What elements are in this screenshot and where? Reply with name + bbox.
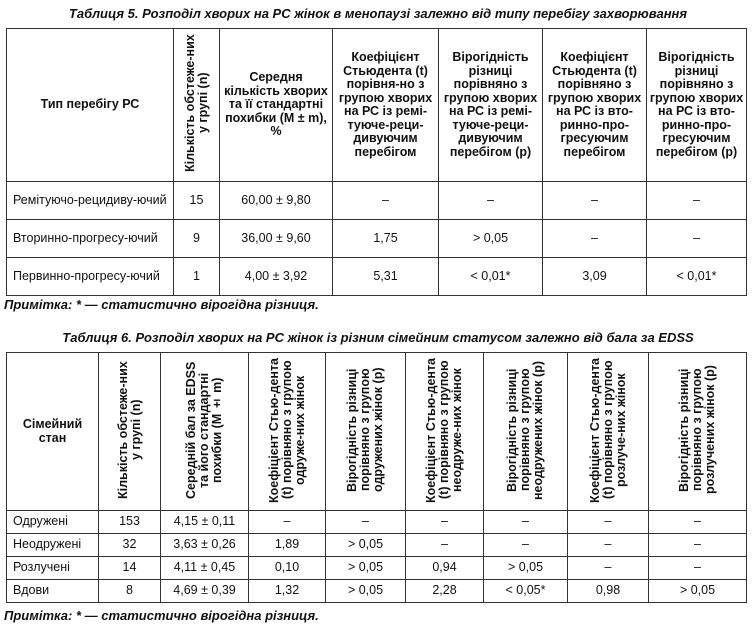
t5-header-mean: Середня кількість хворих та її стандартні похибки (M ± m), %	[220, 29, 333, 182]
table-row	[7, 220, 747, 258]
t6-cell: > 0,05	[484, 557, 568, 580]
t6-cell: > 0,05	[326, 534, 406, 557]
t6-cell: –	[484, 511, 568, 534]
t5-header-type: Тип перебігу РС	[7, 29, 174, 182]
table-row	[7, 580, 747, 603]
t6-cell: > 0,05	[326, 557, 406, 580]
t6-cell: 4,11 ± 0,45	[161, 557, 249, 580]
t6-cell: 0,94	[406, 557, 484, 580]
t5-cell: –	[647, 182, 747, 220]
t5-cell: < 0,01*	[647, 258, 747, 296]
t6-cell: –	[649, 534, 747, 557]
t5-cell: 3,09	[543, 258, 647, 296]
t6-cell: –	[249, 511, 326, 534]
t5-cell: –	[543, 182, 647, 220]
t6-cell: Вдови	[7, 580, 99, 603]
t5-cell: Ремітуючо-рецидиву-ючий	[7, 182, 174, 220]
t5-cell: 60,00 ± 9,80	[220, 182, 333, 220]
t6-cell: –	[568, 511, 649, 534]
table-row	[7, 511, 747, 534]
t6-cell: Розлучені	[7, 557, 99, 580]
t6-cell: 0,98	[568, 580, 649, 603]
t5-cell: Вторинно-прогресу-ючий	[7, 220, 174, 258]
t6-header-t-divorced: Коефіцієнт Стью-дента (t) порівняно з групою розлуче-них жінок	[568, 353, 649, 511]
t6-header-status: Сімейний стан	[7, 353, 99, 511]
t6-header-mean: Середній бал за EDSS та його стандартні похибки (M ± m)	[161, 353, 249, 511]
t6-cell: 2,28	[406, 580, 484, 603]
t5-cell: 4,00 ± 3,92	[220, 258, 333, 296]
t6-cell: < 0,05*	[484, 580, 568, 603]
t6-cell: Неодружені	[7, 534, 99, 557]
table6-note: Примітка: * — статистично вірогідна різниця.	[4, 608, 319, 623]
t5-cell: 15	[174, 182, 220, 220]
t6-cell: –	[568, 534, 649, 557]
t5-cell: Первинно-прогресу-ючий	[7, 258, 174, 296]
t6-cell: –	[649, 557, 747, 580]
table5	[6, 28, 747, 296]
t5-cell: –	[647, 220, 747, 258]
t6-header-t-unmarried: Коефіцієнт Стью-дента (t) порівняно з групою неодруже-них жінок	[406, 353, 484, 511]
t5-cell: 1,75	[333, 220, 439, 258]
t5-header-t-sp: Коефіцієнт Стьюдента (t) порівняно з групою хворих на РС із вто-ринно-про-гресуючим перебігом	[543, 29, 647, 182]
table6-header-row	[7, 353, 747, 511]
t6-cell: 0,10	[249, 557, 326, 580]
t5-cell: –	[333, 182, 439, 220]
t6-cell: > 0,05	[649, 580, 747, 603]
table5-caption: Таблиця 5. Розподіл хворих на РС жінок в менопаузі залежно від типу перебігу захворювання	[68, 6, 688, 21]
t5-header-p-sp: Вірогідність різниці порівняно з групою хворих на РС із вто-ринно-про-гресуючим перебігом (p)	[647, 29, 747, 182]
table-row	[7, 182, 747, 220]
t5-header-p-rr: Вірогідність різниці порівняно з групою хворих на РС із ремі-туюче-реци-дивуючим перебігом (p)	[439, 29, 543, 182]
t6-cell: –	[326, 511, 406, 534]
table6-caption: Таблиця 6. Розподіл хворих на РС жінок із різним сімейним статусом залежно від бала за EDSS	[62, 330, 694, 345]
t6-header-count: Кількість обстеже-них у групі (n)	[99, 353, 161, 511]
t5-cell: 1	[174, 258, 220, 296]
t5-header-count: Кількість обстеже-них у групі (n)	[174, 29, 220, 182]
t6-cell: 8	[99, 580, 161, 603]
t5-cell: –	[543, 220, 647, 258]
t6-cell: 32	[99, 534, 161, 557]
t5-header-t-rr: Коефіцієнт Стьюдента (t) порівня-но з групою хворих на РС із ремі-туюче-реци-дивуючим перебігом	[333, 29, 439, 182]
t6-header-p-married: Вірогідність різниці порівняно з групою одружених жінок (p)	[326, 353, 406, 511]
t5-cell: 9	[174, 220, 220, 258]
t6-cell: 153	[99, 511, 161, 534]
t6-header-p-unmarried: Вірогідність різниці порівняно з групою неодружених жінок (p)	[484, 353, 568, 511]
t6-header-p-divorced: Вірогідність різниці порівняно з групою розлучених жінок (p)	[649, 353, 747, 511]
t5-cell: 36,00 ± 9,60	[220, 220, 333, 258]
t5-cell: > 0,05	[439, 220, 543, 258]
t6-cell: –	[406, 511, 484, 534]
t6-cell: –	[406, 534, 484, 557]
t6-cell: Одружені	[7, 511, 99, 534]
t6-cell: 4,15 ± 0,11	[161, 511, 249, 534]
table-row	[7, 534, 747, 557]
t6-cell: 14	[99, 557, 161, 580]
t6-cell: 1,89	[249, 534, 326, 557]
t6-cell: > 0,05	[326, 580, 406, 603]
t6-cell: 1,32	[249, 580, 326, 603]
table6	[6, 352, 747, 603]
t6-cell: –	[484, 534, 568, 557]
t6-cell: 4,69 ± 0,39	[161, 580, 249, 603]
table-row	[7, 258, 747, 296]
t5-cell: 5,31	[333, 258, 439, 296]
t6-cell: –	[649, 511, 747, 534]
table5-note: Примітка: * — статистично вірогідна різниця.	[4, 297, 319, 312]
t6-cell: –	[568, 557, 649, 580]
t5-cell: < 0,01*	[439, 258, 543, 296]
t6-cell: 3,63 ± 0,26	[161, 534, 249, 557]
table5-header-row	[7, 29, 747, 182]
t5-cell: –	[439, 182, 543, 220]
table-row	[7, 557, 747, 580]
t6-header-t-married: Коефіцієнт Стью-дента (t) порівняно з групою одруже-них жінок	[249, 353, 326, 511]
